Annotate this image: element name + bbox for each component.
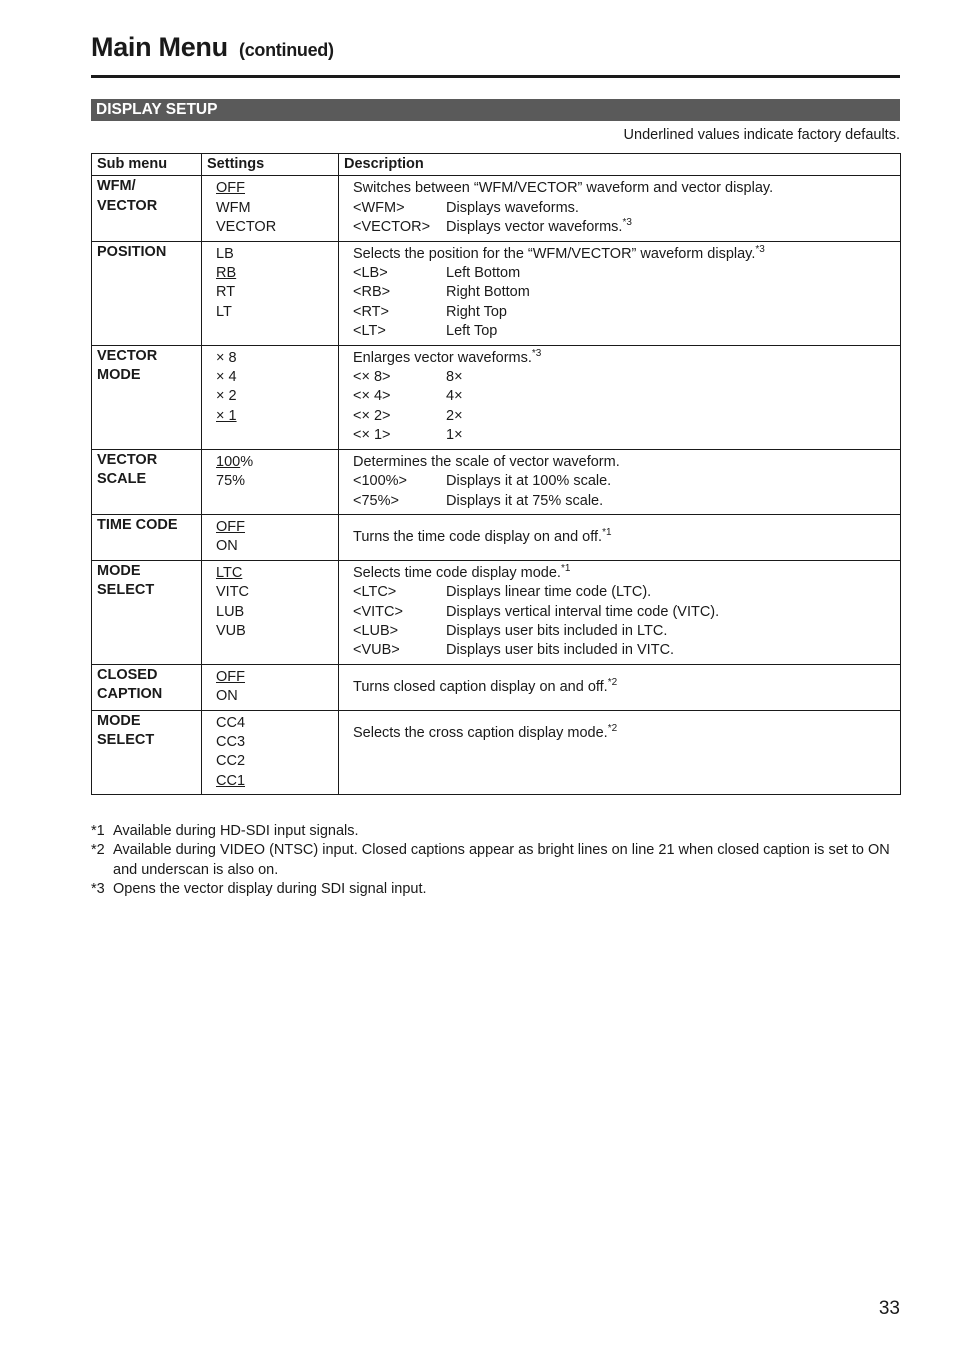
description-cell [339,176,901,241]
item-key: <VUB> [353,642,400,659]
setting-value [216,564,324,583]
item-value: Displays vector waveforms.$^{*3}$ [446,217,632,236]
page-title-continued: (continued) [239,40,334,60]
item-value: Left Top [446,323,498,340]
table-row [92,560,901,664]
item-value: Right Bottom [446,284,530,301]
setting-value [216,407,324,426]
description-text: Selects the position for the “WFM/VECTOR” waveform display.$^{*3}$ [353,243,765,262]
submenu-label: MODE [97,562,141,579]
submenu-label: SELECT [97,731,155,748]
submenu-label: VECTOR [97,451,158,468]
description-cell [339,449,901,514]
submenu-cell [92,514,202,560]
footnote-text: Available during HD-SDI input signals. [113,823,359,839]
item-value: 1× [446,427,463,444]
item-key: <LB> [353,265,388,282]
submenu-label: CLOSED [97,666,158,683]
settings-cell [202,345,339,449]
item-key: <LT> [353,323,386,340]
item-value: Displays vertical interval time code (VITC). [446,603,720,620]
factory-default-value: OFF [216,180,245,197]
description-item [353,368,886,387]
section-header: DISPLAY SETUP [91,99,900,121]
table-row [92,710,901,795]
footnote-ref: *2 [607,676,618,688]
setting-value: WFM [216,199,251,216]
description-cell [339,345,901,449]
description-text: Determines the scale of vector waveform. [353,453,620,470]
description-item [353,264,886,283]
submenu-label: WFM/ [97,178,136,195]
setting-value: VUB [216,622,246,639]
item-key: <LTC> [353,584,397,601]
title-rule [91,75,900,78]
factory-default-value: OFF [216,518,245,535]
header-sub-menu: Sub menu [92,154,202,176]
submenu-label: SCALE [97,471,147,488]
factory-default-value: × 1 [216,407,237,424]
description-cell [339,560,901,664]
setting-value: 75% [216,473,246,490]
description-text: Selects time code display mode.$^{*1}$ [353,562,571,581]
setting-value [216,772,324,791]
submenu-label: MODE [97,367,141,384]
table-row [92,176,901,241]
footnote-ref: *1 [602,527,612,539]
description-cell [339,241,901,345]
setting-value: LB [216,245,234,262]
item-value: Displays waveforms. [446,199,579,216]
submenu-cell [92,664,202,710]
footnote-text: Available during VIDEO (NTSC) input. Closed captions appear as bright lines on line 21 when closed caption is set to ON and underscan is also on. [113,842,890,878]
footnote-text: Opens the vector display during SDI signal input. [113,881,427,898]
item-key: <RT> [353,303,390,320]
item-key: <VITC> [353,603,403,620]
header-settings: Settings [202,154,339,176]
submenu-cell [92,560,202,664]
footnote-ref: *1 [560,562,571,574]
display-setup-table [91,153,901,795]
item-key: <× 2> [353,407,391,424]
submenu-label: VECTOR [97,197,158,214]
description-cell [339,710,901,795]
table-row [92,241,901,345]
submenu-cell [92,449,202,514]
settings-cell [202,560,339,664]
footnote-mark: *2 [91,842,105,859]
submenu-cell [92,710,202,795]
table-row [92,449,901,514]
submenu-label: TIME CODE [97,516,178,533]
factory-default-value: OFF [216,668,245,685]
item-value: 2× [446,407,463,424]
table-row [92,514,901,560]
page-title [91,32,334,63]
submenu-label: SELECT [97,582,155,599]
footnote [91,880,900,899]
table-row [92,664,901,710]
description-item [353,641,886,660]
description-item [353,583,886,602]
settings-cell [202,176,339,241]
header-description: Description [339,154,901,176]
footnote-ref: *3 [531,347,542,359]
item-value: Left Bottom [446,265,521,282]
description-text: Turns closed caption display on and off.$^{*2}$ [353,676,618,695]
footnote [91,822,900,841]
footnote-mark: *1 [91,823,105,839]
description-item [353,322,886,341]
settings-cell [202,664,339,710]
factory-default-value: LTC [216,564,243,581]
submenu-label: POSITION [97,243,167,260]
description-text: Enlarges vector waveforms.$^{*3}$ [353,347,542,366]
submenu-label: MODE [97,712,141,729]
description-cell [339,514,901,560]
description-text: Switches between “WFM/VECTOR” waveform and vector display. [353,180,774,197]
settings-cell [202,449,339,514]
settings-cell [202,241,339,345]
footnote [91,841,900,880]
item-key: <LUB> [353,622,399,639]
setting-value: LT [216,303,232,320]
description-item [353,622,886,641]
description-text: Turns the time code display on and off.$^{*1}$ [353,527,612,545]
description-item [353,218,886,237]
description-item [353,283,886,302]
item-key: <VECTOR> [353,219,431,236]
setting-value: CC3 [216,733,246,750]
item-value: 8× [446,369,463,386]
setting-value [216,518,324,537]
factory-default-value: 100 [216,453,241,470]
item-value: Displays it at 75% scale. [446,492,604,509]
factory-default-value: RB [216,265,237,282]
table-header-row [92,154,901,176]
description-item [353,387,886,406]
setting-value: CC4 [216,714,246,731]
setting-value: ON [216,688,238,705]
submenu-cell [92,176,202,241]
item-key: <WFM> [353,199,405,216]
footnotes [91,822,900,900]
description-cell [339,664,901,710]
factory-default-value: CC1 [216,772,246,789]
setting-value [216,264,324,283]
description-item [353,492,886,511]
item-value: Displays user bits included in VITC. [446,642,675,659]
footnote-mark: *3 [91,881,105,898]
footnote-ref: *3 [755,243,765,255]
description-item [353,303,886,322]
description-item [353,472,886,491]
setting-value: 100% [216,453,254,470]
item-value: Displays linear time code (LTC). [446,584,652,601]
setting-value: CC2 [216,753,246,770]
item-key: <× 1> [353,427,391,444]
setting-value [216,668,324,687]
table-body [92,176,901,795]
item-value: 4× [446,388,463,405]
item-value: Right Top [446,303,507,320]
table-row [92,345,901,449]
submenu-cell [92,241,202,345]
setting-value: LUB [216,603,245,620]
submenu-label: VECTOR [97,347,158,364]
item-key: <75%> [353,492,399,509]
item-value: Displays user bits included in LTC. [446,622,668,639]
page-number: 33 [878,1298,900,1319]
settings-cell [202,514,339,560]
footnote-ref: *2 [607,722,618,734]
setting-value: RT [216,284,236,301]
submenu-label: CAPTION [97,686,163,703]
description-item [353,199,886,218]
item-key: <× 4> [353,388,391,405]
footnote-ref: *3 [622,217,632,229]
item-value: Displays it at 100% scale. [446,473,612,490]
description-item [353,407,886,426]
defaults-note: Underlined values indicate factory defaults. [623,127,900,143]
setting-value: × 4 [216,369,237,386]
setting-value: × 8 [216,349,237,366]
description-item [353,426,886,445]
settings-cell [202,710,339,795]
setting-value: VITC [216,584,250,601]
item-key: <100%> [353,473,408,490]
setting-value: ON [216,538,238,555]
submenu-cell [92,345,202,449]
setting-value: VECTOR [216,219,277,236]
setting-value: × 2 [216,388,237,405]
description-item [353,603,886,622]
page-title-main: Main Menu [91,32,228,62]
item-key: <RB> [353,284,391,301]
setting-value [216,179,324,198]
description-text: Selects the cross caption display mode.$^{*2}$ [353,722,618,741]
item-key: <× 8> [353,369,391,386]
